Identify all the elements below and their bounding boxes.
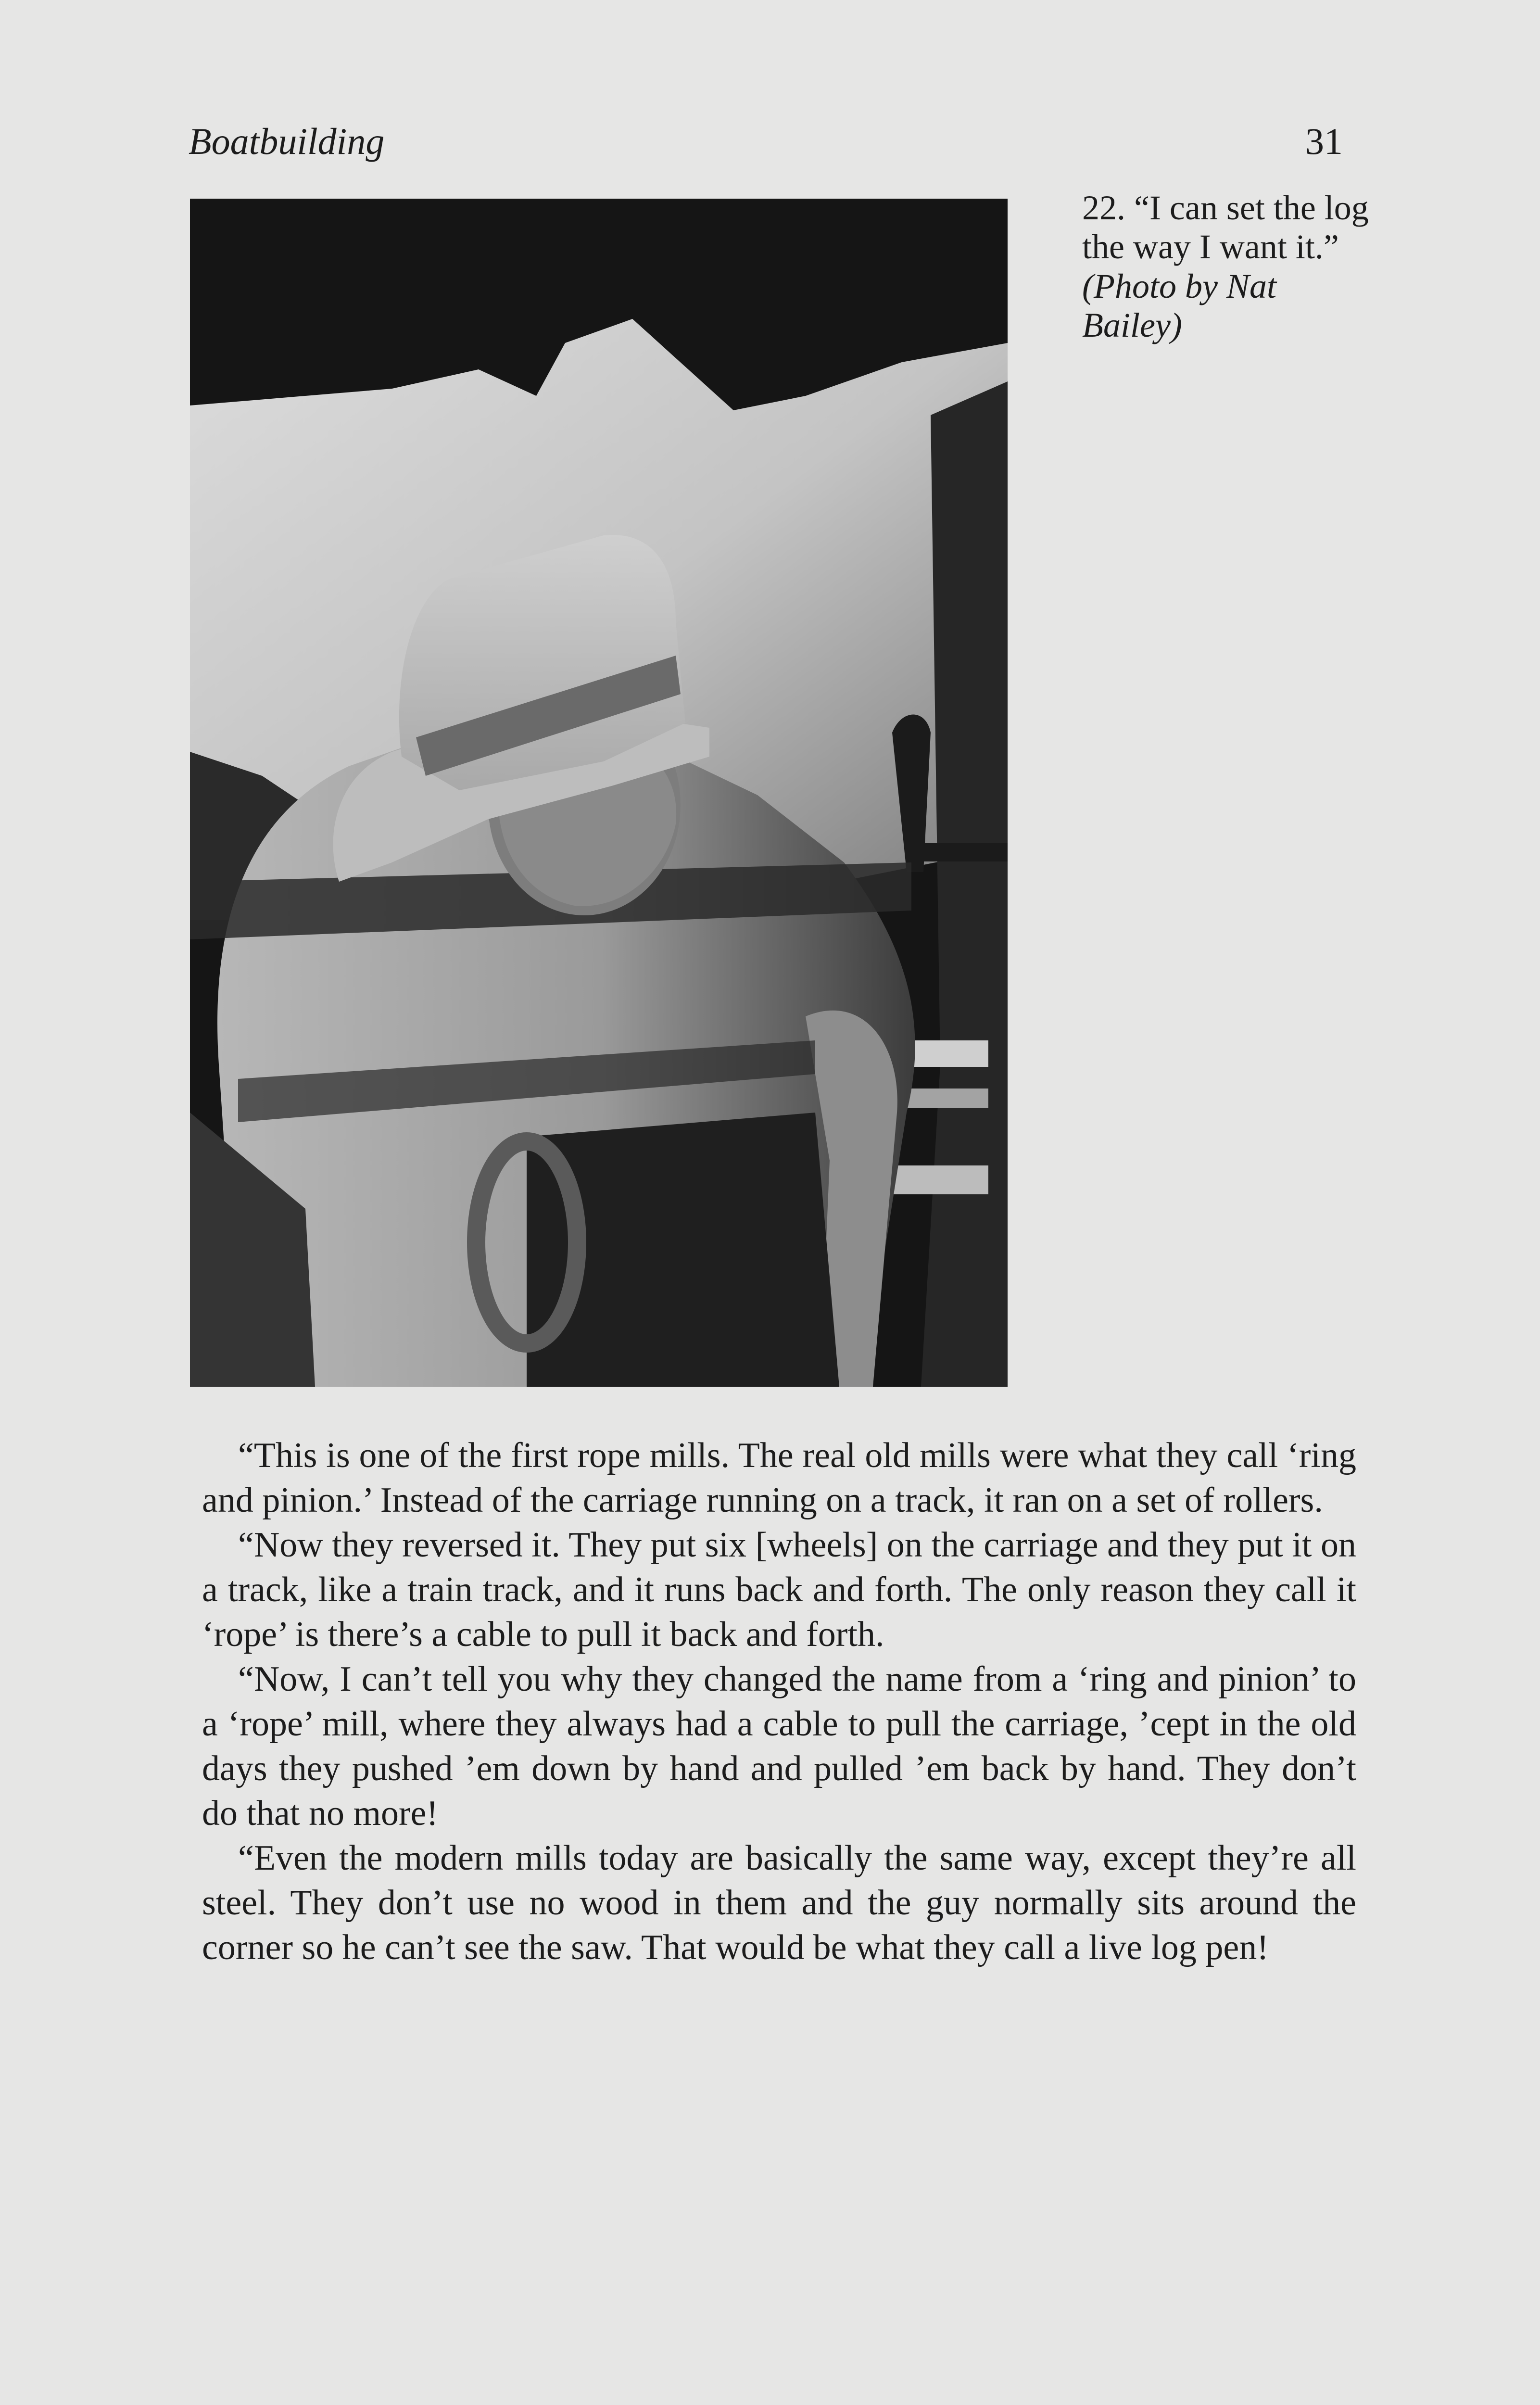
paragraph: “Even the modern mills today are basically the same way, except they’re all steel. They don’t use no wood in them and the guy normally sits around the corner so he can’t see the saw. That would be what they call a live log pen!	[202, 1838, 1356, 1967]
paragraph: “Now, I can’t tell you why they changed the name from a ‘ring and pinion’ to a ‘rope’ mill, where they always had a cable to pull the carriage, ’cept in the old days they pushed ’em down by hand and pulled ’em back by hand. They don’t do that no more!	[202, 1659, 1356, 1833]
paragraph: “Now they reversed it. They put six [wheels] on the carriage and they put it on a track, like a train track, and it runs back and forth. The only reason they call it ‘rope’ is there’s a cable to pull it back and forth.	[202, 1525, 1356, 1654]
photograph-man-in-hat	[190, 199, 1008, 1387]
figure-caption	[1082, 189, 1371, 345]
photo-credit: (Photo by Nat Bailey)	[1082, 266, 1276, 345]
running-head: Boatbuilding	[189, 120, 385, 162]
caption-text: 22. “I can set the log the way I want it.”	[1082, 189, 1369, 266]
body-text	[202, 1433, 1356, 1970]
paragraph: “This is one of the first rope mills. The real old mills were what they call ‘ring and pinion.’ Instead of the carriage running on a track, it ran on a set of rollers.	[202, 1436, 1356, 1520]
page-number: 31	[1305, 120, 1343, 162]
